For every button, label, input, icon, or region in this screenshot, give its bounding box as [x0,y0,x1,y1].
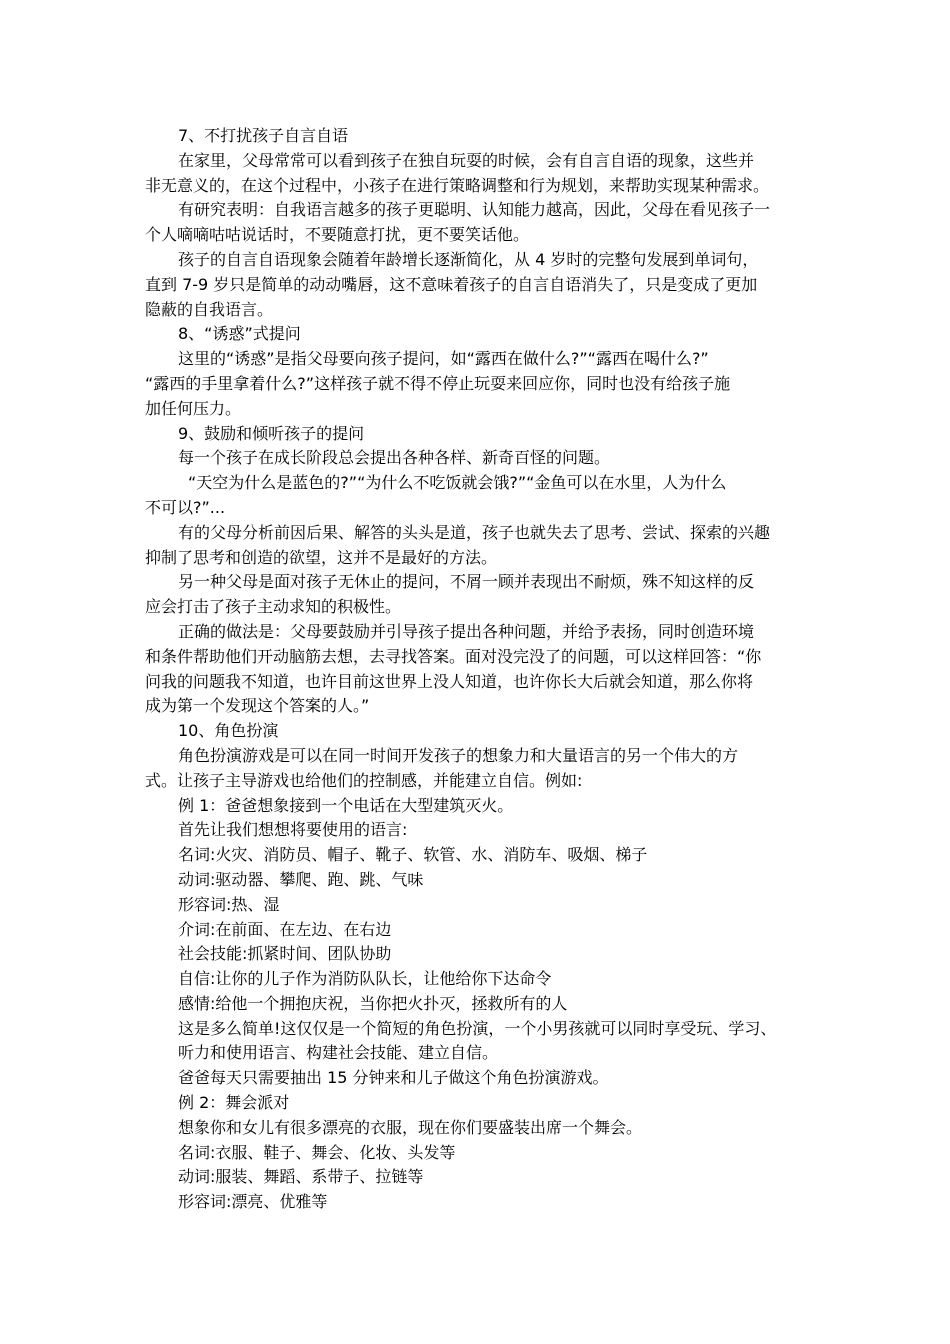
paragraph-line: 抑制了思考和创造的欲望，这并不是最好的方法。 [145,547,498,567]
heading-10: 10、角色扮演 [178,721,279,741]
paragraph-line: 和条件帮助他们开动脑筋去想，去寻找答案。面对没完没了的问题，可以这样回答：“你 [145,646,762,666]
paragraph-line: 另一种父母是面对孩子无休止的提问，不屑一顾并表现出不耐烦，殊不知这样的反 [178,572,755,592]
paragraph-line: 爸爸每天只需要抽出 15 分钟来和儿子做这个角色扮演游戏。 [178,1068,609,1088]
list-line: 形容词:漂亮、优雅等 [178,1192,328,1212]
paragraph-line: 正确的做法是：父母要鼓励并引导孩子提出各种问题，并给予表扬，同时创造环境 [178,621,755,641]
paragraph-line: 在家里，父母常常可以看到孩子在独自玩耍的时候，会有自言自语的现象，这些并 [178,150,755,170]
paragraph-line: 问我的问题我不知道，也许目前这世界上没人知道，也许你长大后就会知道，那么你将 [145,671,754,691]
quote-line: “天空为什么是蓝色的?”“为什么不吃饭就会饿?”“金鱼可以在水里，人为什么 [188,473,727,493]
paragraph-line: “露西的手里拿着什么?”这样孩子就不得不停止玩耍来回应你，同时也没有给孩子施 [145,373,731,393]
document-body [145,124,810,1215]
list-line: 名词:衣服、鞋子、舞会、化妆、头发等 [178,1142,456,1162]
heading-8: 8、“诱惑”式提问 [178,324,301,344]
list-line: 介词:在前面、在左边、在右边 [178,919,392,939]
list-line: 形容词:热、湿 [178,894,280,914]
paragraph-line: 有的父母分析前因后果、解答的头头是道，孩子也就失去了思考、尝试、探索的兴趣 [178,522,771,542]
list-line: 首先让我们想想将要使用的语言: [178,820,408,840]
example-2-title: 例 2：舞会派对 [178,1093,290,1113]
paragraph-line: 想象你和女儿有很多漂亮的衣服，现在你们要盛装出席一个舞会。 [178,1117,643,1137]
paragraph-line: 有研究表明：自我语言越多的孩子更聪明、认知能力越高，因此，父母在看见孩子一 [178,200,771,220]
paragraph-line: 应会打击了孩子主动求知的积极性。 [145,597,402,617]
paragraph-line: 这是多么简单!这仅仅是一个简短的角色扮演，一个小男孩就可以同时享受玩、学习、 [178,1018,777,1038]
paragraph-line: 式。让孩子主导游戏也给他们的控制感，并能建立自信。例如: [145,770,583,790]
paragraph-line: 角色扮演游戏是可以在同一时间开发孩子的想象力和大量语言的另一个伟大的方 [178,745,739,765]
paragraph-line: 这里的“诱惑”是指父母要向孩子提问，如“露西在做什么?”“露西在喝什么?” [178,349,709,369]
paragraph-line: 加任何压力。 [145,398,242,418]
heading-7: 7、不打扰孩子自言自语 [178,126,349,145]
example-1-title: 例 1：爸爸想象接到一个电话在大型建筑灭火。 [178,795,514,815]
paragraph-line: 每一个孩子在成长阶段总会提出各种各样、新奇百怪的问题。 [178,448,611,468]
list-line: 社会技能:抓紧时间、团队协助 [178,944,392,964]
paragraph-line: 隐蔽的自我语言。 [145,299,274,319]
quote-line: 不可以?”... [145,497,226,517]
list-line: 名词:火灾、消防员、帽子、靴子、软管、水、消防车、吸烟、梯子 [178,845,648,865]
paragraph-line: 直到 7-9 岁只是简单的动动嘴唇，这不意味着孩子的自言自语消失了，只是变成了更加 [145,274,758,294]
paragraph-line: 孩子的自言自语现象会随着年龄增长逐渐简化，从 4 岁时的完整句发展到单词句， [178,249,759,269]
paragraph-line: 个人嘀嘀咕咕说话时，不要随意打扰，更不要笑话他。 [145,225,530,245]
heading-9: 9、鼓励和倾听孩子的提问 [178,423,365,443]
list-line: 感情:给他一个拥抱庆祝，当你把火扑灭，拯救所有的人 [178,993,568,1013]
list-line: 自信:让你的儿子作为消防队队长，让他给你下达命令 [178,969,552,989]
list-line: 动词:服装、舞蹈、系带子、拉链等 [178,1167,424,1187]
paragraph-line: 非无意义的，在这个过程中，小孩子在进行策略调整和行为规划，来帮助实现某种需求。 [145,175,770,195]
paragraph-line: 成为第一个发现这个答案的人。” [145,696,370,716]
list-line: 动词:驱动器、攀爬、跑、跳、气味 [178,869,424,889]
paragraph-line: 听力和使用语言、构建社会技能、建立自信。 [178,1043,499,1063]
